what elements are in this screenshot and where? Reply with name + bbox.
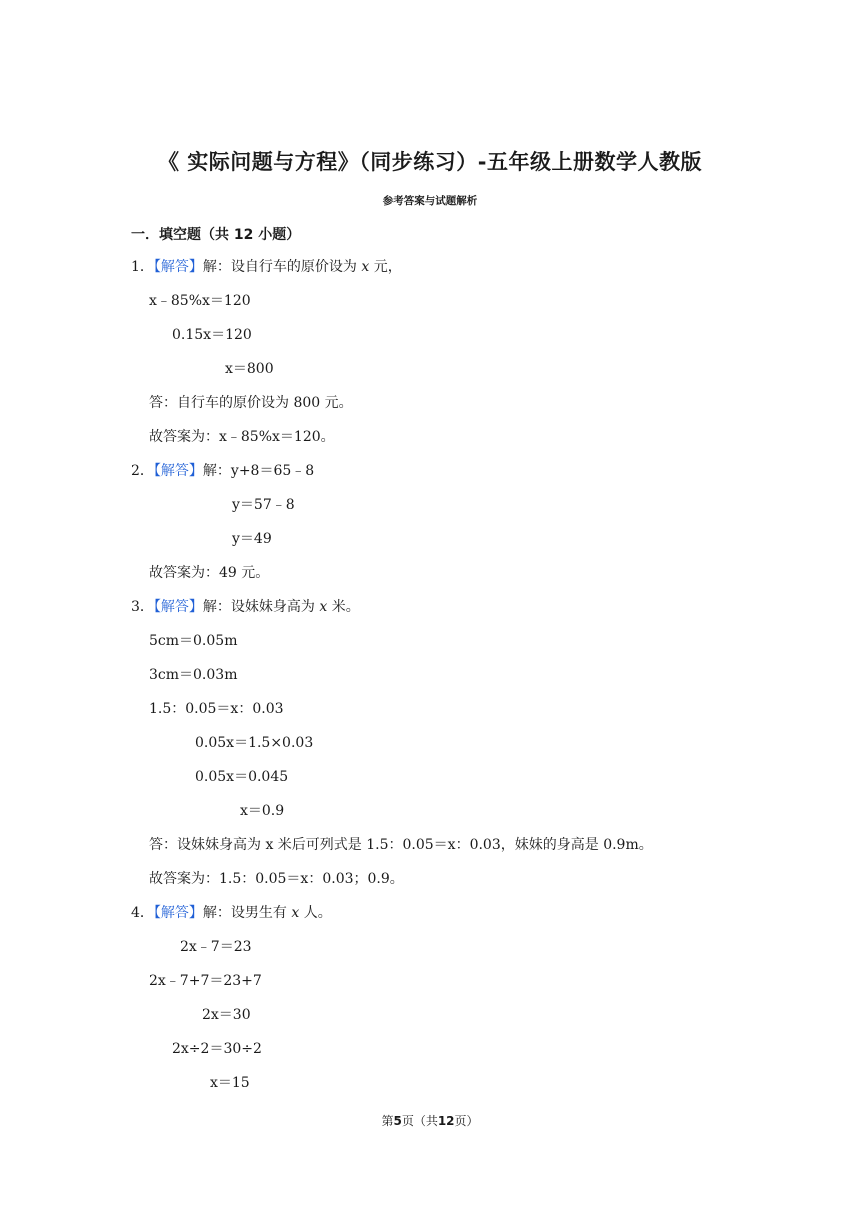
q4-answer-tag: 【解答】 xyxy=(153,905,203,921)
q3-answer: 答：设妹妹身高为 x 米后可列式是 1.5：0.05＝x：0.03，妹妹的身高是 0.9m。 xyxy=(149,837,653,853)
q1-intro: 1．【解答】解：设自行车的原价设为 x 元， xyxy=(131,259,402,275)
q1-answer-tag: 【解答】 xyxy=(153,259,203,275)
q3-equation-3: 1.5：0.05＝x：0.03 xyxy=(149,701,284,717)
q1-equation-1: x﹣85%x＝120 xyxy=(149,293,251,309)
q2-number: 2． xyxy=(131,463,154,479)
q1-equation-3: x＝800 xyxy=(225,361,274,377)
q3-equation-5: 0.05x＝0.045 xyxy=(195,769,289,785)
q4-equation-3: 2x＝30 xyxy=(202,1007,251,1023)
q1-number: 1． xyxy=(131,259,154,275)
q3-equation-2: 3cm＝0.03m xyxy=(149,667,238,683)
q4-number: 4． xyxy=(131,905,154,921)
page-number: 5 xyxy=(393,1114,402,1128)
document-title: 《 实际问题与方程》（同步练习）-五年级上册数学人教版 xyxy=(157,150,703,174)
q3-number: 3． xyxy=(131,599,154,615)
q2-intro: 2．【解答】解：y+8＝65﹣8 xyxy=(131,463,315,479)
q3-answer-tag: 【解答】 xyxy=(153,599,203,615)
q4-intro: 4．【解答】解：设男生有 x 人。 xyxy=(131,905,332,921)
q2-equation-3: y＝49 xyxy=(232,531,272,547)
q1-answer: 答：自行车的原价设为 800 元。 xyxy=(149,395,353,411)
q3-equation-1: 5cm＝0.05m xyxy=(149,633,238,649)
page-total: 12 xyxy=(437,1114,455,1128)
q2-equation-2: y＝57﹣8 xyxy=(232,497,295,513)
q4-equation-1: 2x﹣7＝23 xyxy=(180,939,252,955)
q3-final: 故答案为：1.5：0.05＝x：0.03；0.9。 xyxy=(149,871,404,887)
page-footer: 第5页（共12页） xyxy=(381,1114,479,1128)
q3-equation-6: x＝0.9 xyxy=(240,803,285,819)
section-heading: 一．填空题（共 12 小题） xyxy=(131,227,301,243)
q3-intro: 3．【解答】解：设妹妹身高为 x 米。 xyxy=(131,599,360,615)
q4-equation-4: 2x÷2＝30÷2 xyxy=(172,1041,262,1057)
q1-equation-2: 0.15x＝120 xyxy=(172,327,252,343)
q4-equation-2: 2x﹣7+7＝23+7 xyxy=(149,973,262,989)
q2-answer-tag: 【解答】 xyxy=(153,463,203,479)
q3-equation-4: 0.05x＝1.5×0.03 xyxy=(195,735,314,751)
q4-equation-5: x＝15 xyxy=(210,1075,250,1091)
document-subtitle: 参考答案与试题解析 xyxy=(382,195,478,207)
q2-final: 故答案为：49 元。 xyxy=(149,565,270,581)
q1-final: 故答案为：x﹣85%x＝120。 xyxy=(149,429,335,445)
